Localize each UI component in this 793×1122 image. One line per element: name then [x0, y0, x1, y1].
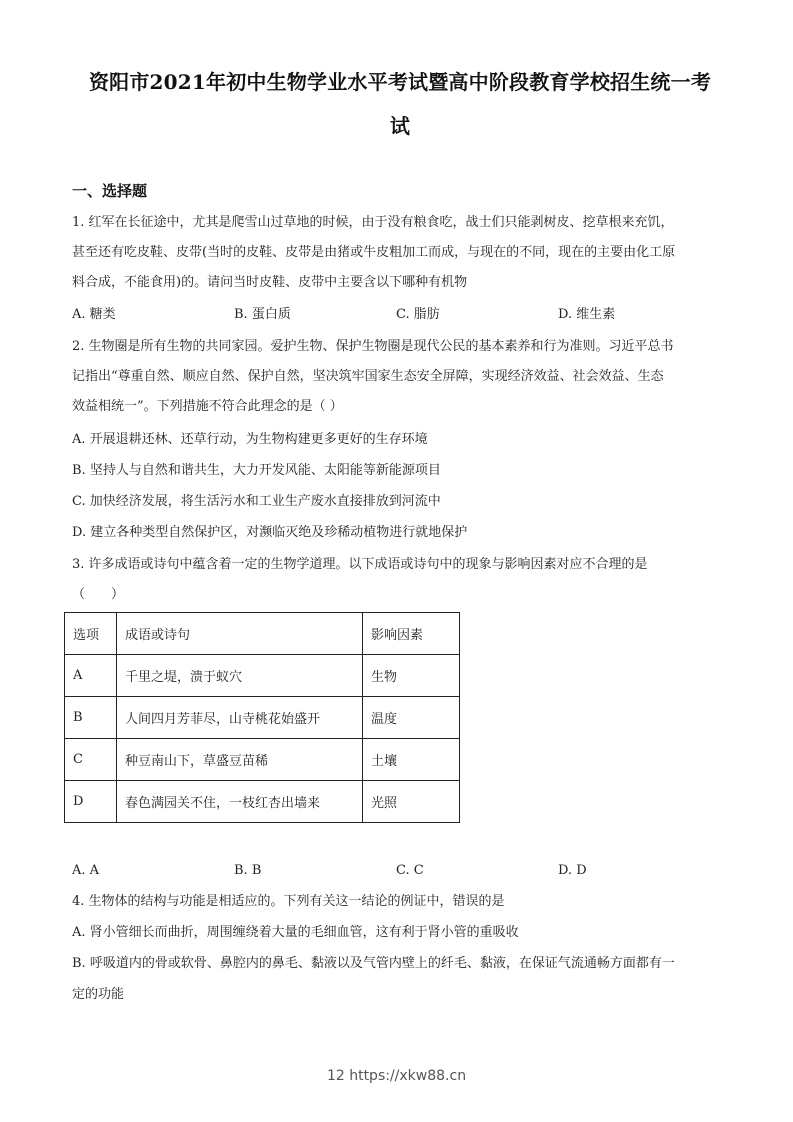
question-stem-line: 3. 许多成语或诗句中蕴含着一定的生物学道理。以下成语或诗句中的现象与影响因素对应不合理的是: [72, 557, 648, 572]
option-c: C. 加快经济发展，将生活污水和工业生产废水直接排放到河流中: [72, 494, 441, 509]
option-d: D. D: [558, 863, 587, 878]
table-cell: 光照: [363, 781, 460, 823]
table-cell: D: [65, 781, 117, 823]
question-stem-line: 效益相统一”。下列措施不符合此理念的是（ ）: [72, 399, 343, 414]
document-title-line2: 试: [389, 114, 411, 138]
table-row: [65, 697, 460, 739]
table-cell: 千里之堤，溃于蚁穴: [117, 655, 363, 697]
table-header-cell: 成语或诗句: [117, 613, 363, 655]
table-header-cell: 影响因素: [363, 613, 460, 655]
table-cell: 春色满园关不住，一枝红杏出墙来: [117, 781, 363, 823]
document-title-line1: 资阳市2021年初中生物学业水平考试暨高中阶段教育学校招生统一考: [88, 70, 712, 94]
option-b: B. B: [234, 863, 262, 878]
section-heading: 一、选择题: [72, 182, 148, 200]
question-stem-line: 2. 生物圈是所有生物的共同家园。爱护生物、保护生物圈是现代公民的基本素养和行为准则。习近平总书: [72, 339, 674, 354]
page-footer: 12 https://xkw88.cn: [326, 1068, 467, 1084]
table-header-cell: 选项: [65, 613, 117, 655]
question-stem-line: 甚至还有吃皮鞋、皮带(当时的皮鞋、皮带是由猪或牛皮粗加工而成，与现在的不同，现在的主要由化工原: [72, 245, 676, 260]
option-b-continued: 定的功能: [72, 987, 125, 1002]
table-cell: 种豆南山下，草盛豆苗稀: [117, 739, 363, 781]
table-row: [65, 781, 460, 823]
table-row: [65, 655, 460, 697]
question-stem-line: 4. 生物体的结构与功能是相适应的。下列有关这一结论的例证中，错误的是: [72, 894, 505, 909]
option-d: D. 建立各种类型自然保护区，对濒临灭绝及珍稀动植物进行就地保护: [72, 525, 468, 540]
option-a: A. 肾小管细长而曲折，周围缠绕着大量的毛细血管，这有利于肾小管的重吸收: [72, 925, 519, 940]
table-cell: A: [65, 655, 117, 697]
table-cell: 人间四月芳菲尽，山寺桃花始盛开: [117, 697, 363, 739]
option-a: A. 糖类: [72, 307, 116, 322]
table-cell: 生物: [363, 655, 460, 697]
option-b: B. 坚持人与自然和谐共生，大力开发风能、太阳能等新能源项目: [72, 463, 441, 478]
table-cell: 温度: [363, 697, 460, 739]
table-cell: C: [65, 739, 117, 781]
idiom-factor-table: [64, 612, 460, 823]
question-stem-line: 料合成，不能食用)的。请问当时皮鞋、皮带中主要含以下哪种有机物: [72, 275, 468, 290]
option-b: B. 呼吸道内的骨或软骨、鼻腔内的鼻毛、黏液以及气管内壁上的纤毛、黏液，在保证气流通畅方面都有一: [72, 956, 675, 971]
option-b: B. 蛋白质: [234, 307, 291, 322]
question-stem-line: （ ）: [72, 587, 125, 602]
option-d: D. 维生素: [558, 307, 616, 322]
option-a: A. A: [72, 863, 100, 878]
table-cell: 土壤: [363, 739, 460, 781]
question-stem-line: 记指出“尊重自然、顺应自然、保护自然，坚决筑牢国家生态安全屏障，实现经济效益、社会效益、生态: [72, 369, 664, 384]
table-row: [65, 739, 460, 781]
question-stem-line: 1. 红军在长征途中，尤其是爬雪山过草地的时候，由于没有粮食吃，战士们只能剥树皮、挖草根来充饥，: [72, 215, 674, 230]
option-c: C. C: [396, 863, 424, 878]
option-a: A. 开展退耕还林、还草行动，为生物构建更多更好的生存环境: [72, 432, 428, 447]
option-c: C. 脂肪: [396, 307, 440, 322]
table-header-row: [65, 613, 460, 655]
table-cell: B: [65, 697, 117, 739]
